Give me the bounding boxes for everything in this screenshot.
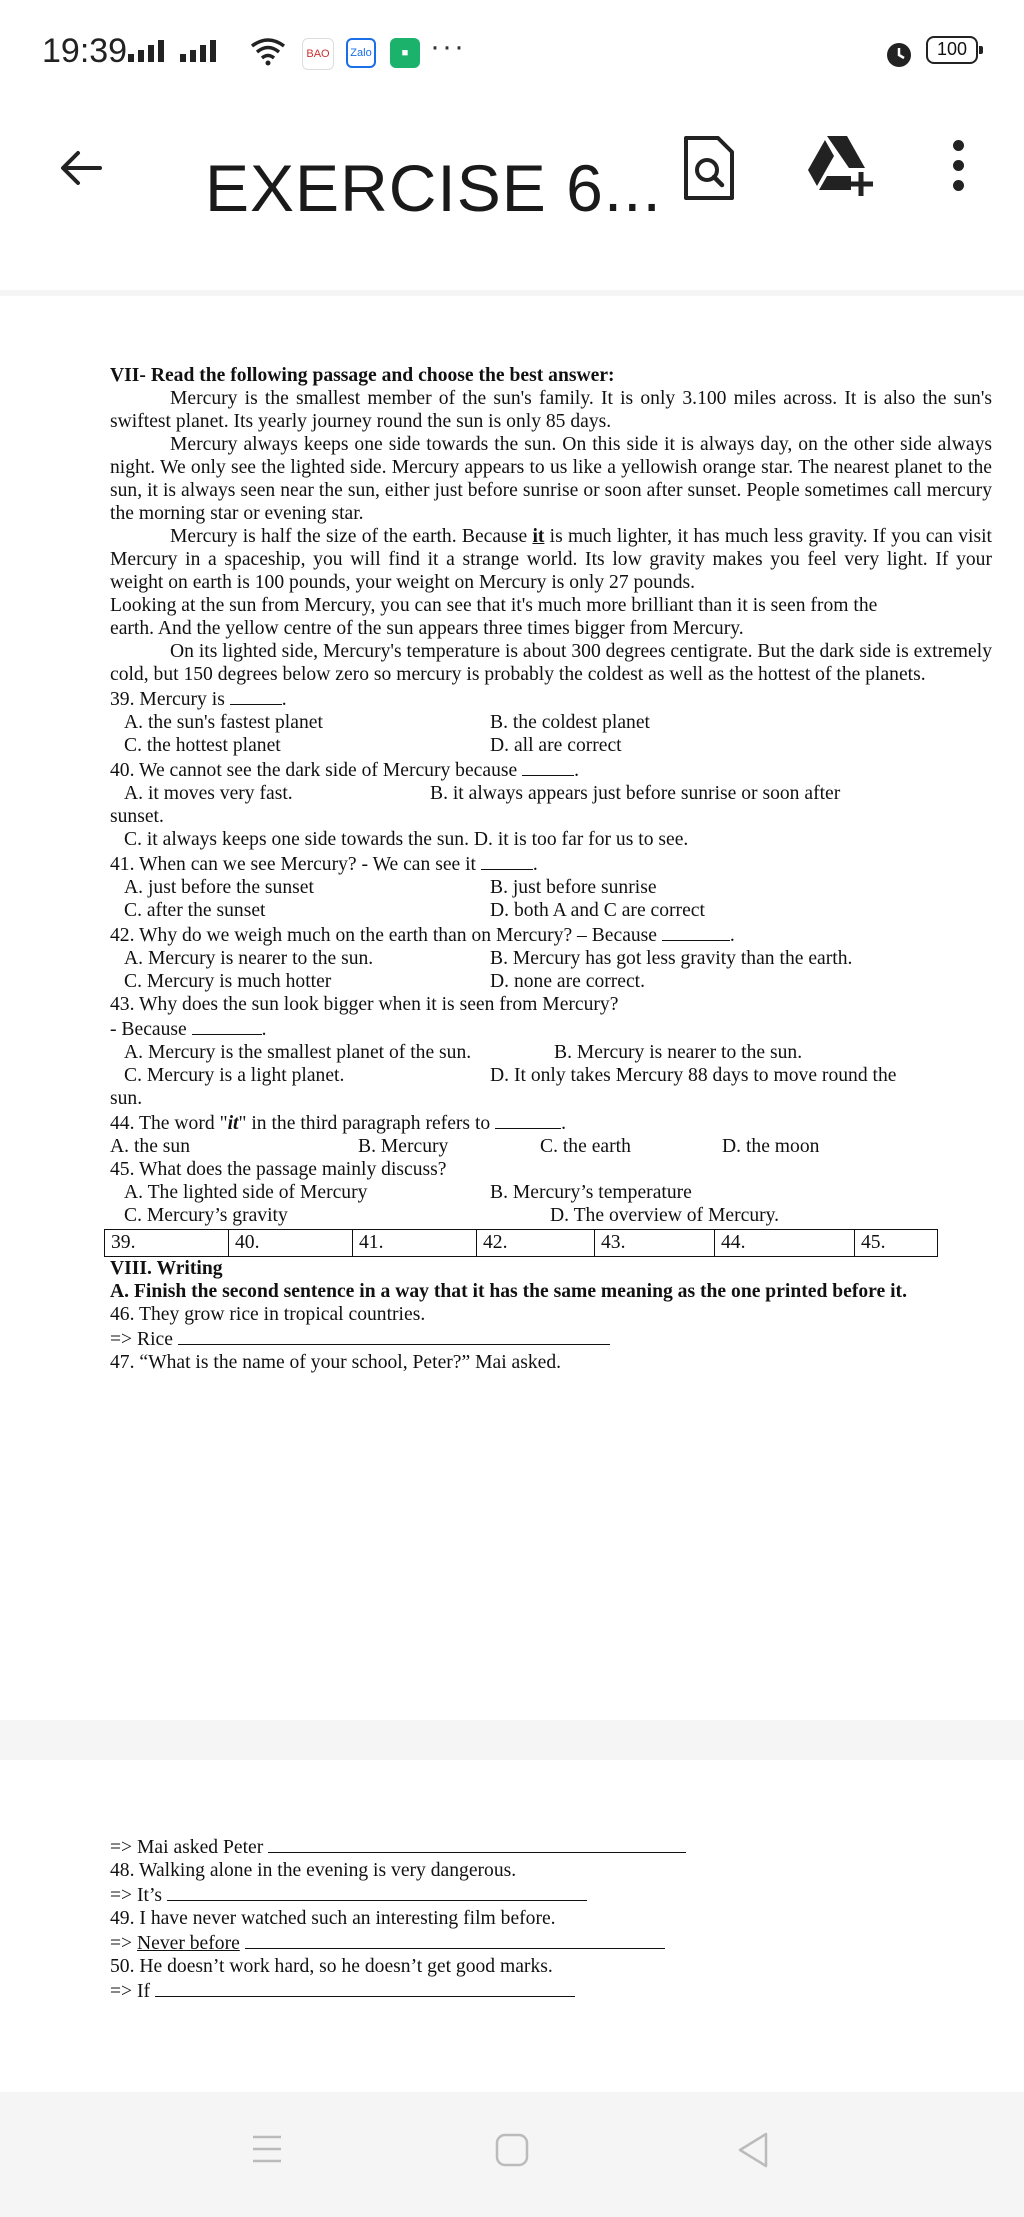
question-44: 44. The word "it" in the third paragraph refers to . bbox=[110, 1110, 992, 1135]
options-43-cd: C. Mercury is a light planet. D. It only takes Mercury 88 days to move round the bbox=[124, 1065, 897, 1086]
answer-cell: 45. bbox=[861, 1232, 886, 1253]
signal-icon-sim1 bbox=[128, 40, 164, 62]
options-40-ab: A. it moves very fast. B. it always appears just before sunrise or soon after bbox=[124, 783, 841, 804]
news-app-icon: BAO bbox=[302, 38, 334, 70]
section-8-heading: VIII. Writing bbox=[110, 1258, 223, 1279]
options-40-b-cont: sunset. bbox=[110, 806, 164, 827]
messaging-app-icon: ■ bbox=[390, 38, 420, 68]
more-notifications-icon: ··· bbox=[430, 30, 466, 63]
options-42-cd: C. Mercury is much hotter D. none are correct. bbox=[124, 971, 646, 992]
question-48: 48. Walking alone in the evening is very dangerous. bbox=[110, 1860, 517, 1881]
answer-grid bbox=[104, 1229, 938, 1257]
system-nav-bar bbox=[0, 2092, 1024, 2217]
search-in-document-icon[interactable] bbox=[680, 135, 736, 201]
signal-icon-sim2 bbox=[180, 40, 216, 62]
options-39-ab: A. the sun's fastest planet B. the coldest planet bbox=[124, 712, 650, 733]
zalo-app-icon: Zalo bbox=[346, 38, 376, 68]
options-41-ab: A. just before the sunset B. just before sunrise bbox=[124, 877, 657, 898]
options-44: A. the sun B. Mercury C. the earth D. the moon bbox=[110, 1136, 820, 1157]
question-47: 47. “What is the name of your school, Peter?” Mai asked. bbox=[110, 1352, 562, 1373]
document-page-2 bbox=[0, 1760, 1024, 2092]
question-40: 40. We cannot see the dark side of Mercury because . bbox=[110, 757, 992, 782]
document-title: EXERCISE 6... bbox=[205, 151, 662, 225]
answer-cell: 44. bbox=[715, 1230, 855, 1256]
passage-paragraph-4b: earth. And the yellow centre of the sun appears three times bigger from Mercury. bbox=[110, 618, 744, 639]
status-time: 19:39 bbox=[42, 32, 128, 70]
section-7-heading: VII- Read the following passage and choose the best answer: bbox=[110, 365, 615, 386]
answer-47: => Mai asked Peter bbox=[110, 1834, 992, 1859]
answer-cell: 43. bbox=[595, 1230, 715, 1256]
answer-cell: 40. bbox=[229, 1230, 353, 1256]
question-49: 49. I have never watched such an interesting film before. bbox=[110, 1908, 556, 1929]
options-40-cd: C. it always keeps one side towards the sun. D. it is too far for us to see. bbox=[124, 829, 689, 850]
question-42: 42. Why do we weigh much on the earth than on Mercury? – Because . bbox=[110, 922, 992, 947]
back-arrow-icon[interactable] bbox=[50, 138, 110, 198]
question-50: 50. He doesn’t work hard, so he doesn’t get good marks. bbox=[110, 1956, 553, 1977]
wifi-icon bbox=[250, 36, 286, 66]
home-icon[interactable] bbox=[494, 2132, 530, 2168]
options-39-cd: C. the hottest planet D. all are correct bbox=[124, 735, 622, 756]
document-content-1 bbox=[110, 364, 992, 1374]
options-42-ab: A. Mercury is nearer to the sun. B. Mercury has got less gravity than the earth. bbox=[124, 948, 853, 969]
section-8a-instruction: A. Finish the second sentence in a way that it has the same meaning as the one printed before it. bbox=[110, 1281, 907, 1302]
options-43-d-cont: sun. bbox=[110, 1088, 143, 1109]
answer-cell: 42. bbox=[477, 1230, 595, 1256]
question-46: 46. They grow rice in tropical countries. bbox=[110, 1304, 426, 1325]
answer-cell: 39. bbox=[105, 1230, 229, 1256]
back-nav-icon[interactable] bbox=[734, 2130, 772, 2170]
answer-cell: 41. bbox=[353, 1230, 477, 1256]
recent-apps-icon[interactable] bbox=[250, 2132, 284, 2166]
battery-indicator: 100 bbox=[926, 36, 978, 64]
options-41-cd: C. after the sunset D. both A and C are correct bbox=[124, 900, 705, 921]
alarm-icon bbox=[883, 38, 915, 70]
passage-paragraph-4: Looking at the sun from Mercury, you can see that it's much more brilliant than it is seen from the bbox=[110, 595, 878, 616]
answer-50: => If bbox=[110, 1978, 992, 2003]
passage-paragraph-2: Mercury always keeps one side towards the sun. On this side it is always day, on the other side always night. We only see the lighted side. Mercury appears to us like a yellowish orange star. The nearest planet to the sun, it is always seen near the sun, either just before sunrise or soon after sunset. People sometimes call mercury the morning star or evening star. bbox=[110, 434, 992, 524]
status-bar bbox=[0, 0, 1024, 110]
answer-48: => It’s bbox=[110, 1882, 992, 1907]
add-to-drive-icon[interactable] bbox=[805, 132, 875, 198]
options-45-cd: C. Mercury’s gravity D. The overview of Mercury. bbox=[124, 1205, 780, 1226]
question-41: 41. When can we see Mercury? - We can see it . bbox=[110, 851, 992, 876]
options-43-ab: A. Mercury is the smallest planet of the sun. B. Mercury is nearer to the sun. bbox=[124, 1042, 803, 1063]
answer-46: => Rice bbox=[110, 1326, 992, 1351]
more-options-icon[interactable] bbox=[940, 134, 976, 204]
passage-paragraph-1: Mercury is the smallest member of the sun's family. It is only 3.100 miles across. It is also the sun's swiftest planet. Its yearly journey round the sun is only 85 days. bbox=[110, 388, 992, 432]
question-45: 45. What does the passage mainly discuss? bbox=[110, 1159, 447, 1180]
app-bar bbox=[0, 110, 1024, 290]
document-content-2 bbox=[110, 1834, 992, 2003]
answer-49: => Never before bbox=[110, 1930, 992, 1955]
passage-paragraph-5: On its lighted side, Mercury's temperature is about 300 degrees centigrate. But the dark side is extremely cold, but 150 degrees below zero so mercury is probably the coldest as well as the hottest of the planets. bbox=[110, 641, 992, 685]
question-43-because: - Because . bbox=[110, 1016, 992, 1041]
document-page-1 bbox=[0, 296, 1024, 1720]
question-39: 39. Mercury is . bbox=[110, 686, 992, 711]
passage-paragraph-3: Mercury is half the size of the earth. Because it is much lighter, it has much less gravity. If you can visit Mercury in a spaceship, you will find it a strange world. Its low gravity makes you feel very light. If your weight on earth is 100 pounds, your weight on Mercury is only 27 pounds. bbox=[110, 526, 992, 593]
question-43: 43. Why does the sun look bigger when it is seen from Mercury? bbox=[110, 994, 619, 1015]
options-45-ab: A. The lighted side of Mercury B. Mercury’s temperature bbox=[124, 1182, 692, 1203]
